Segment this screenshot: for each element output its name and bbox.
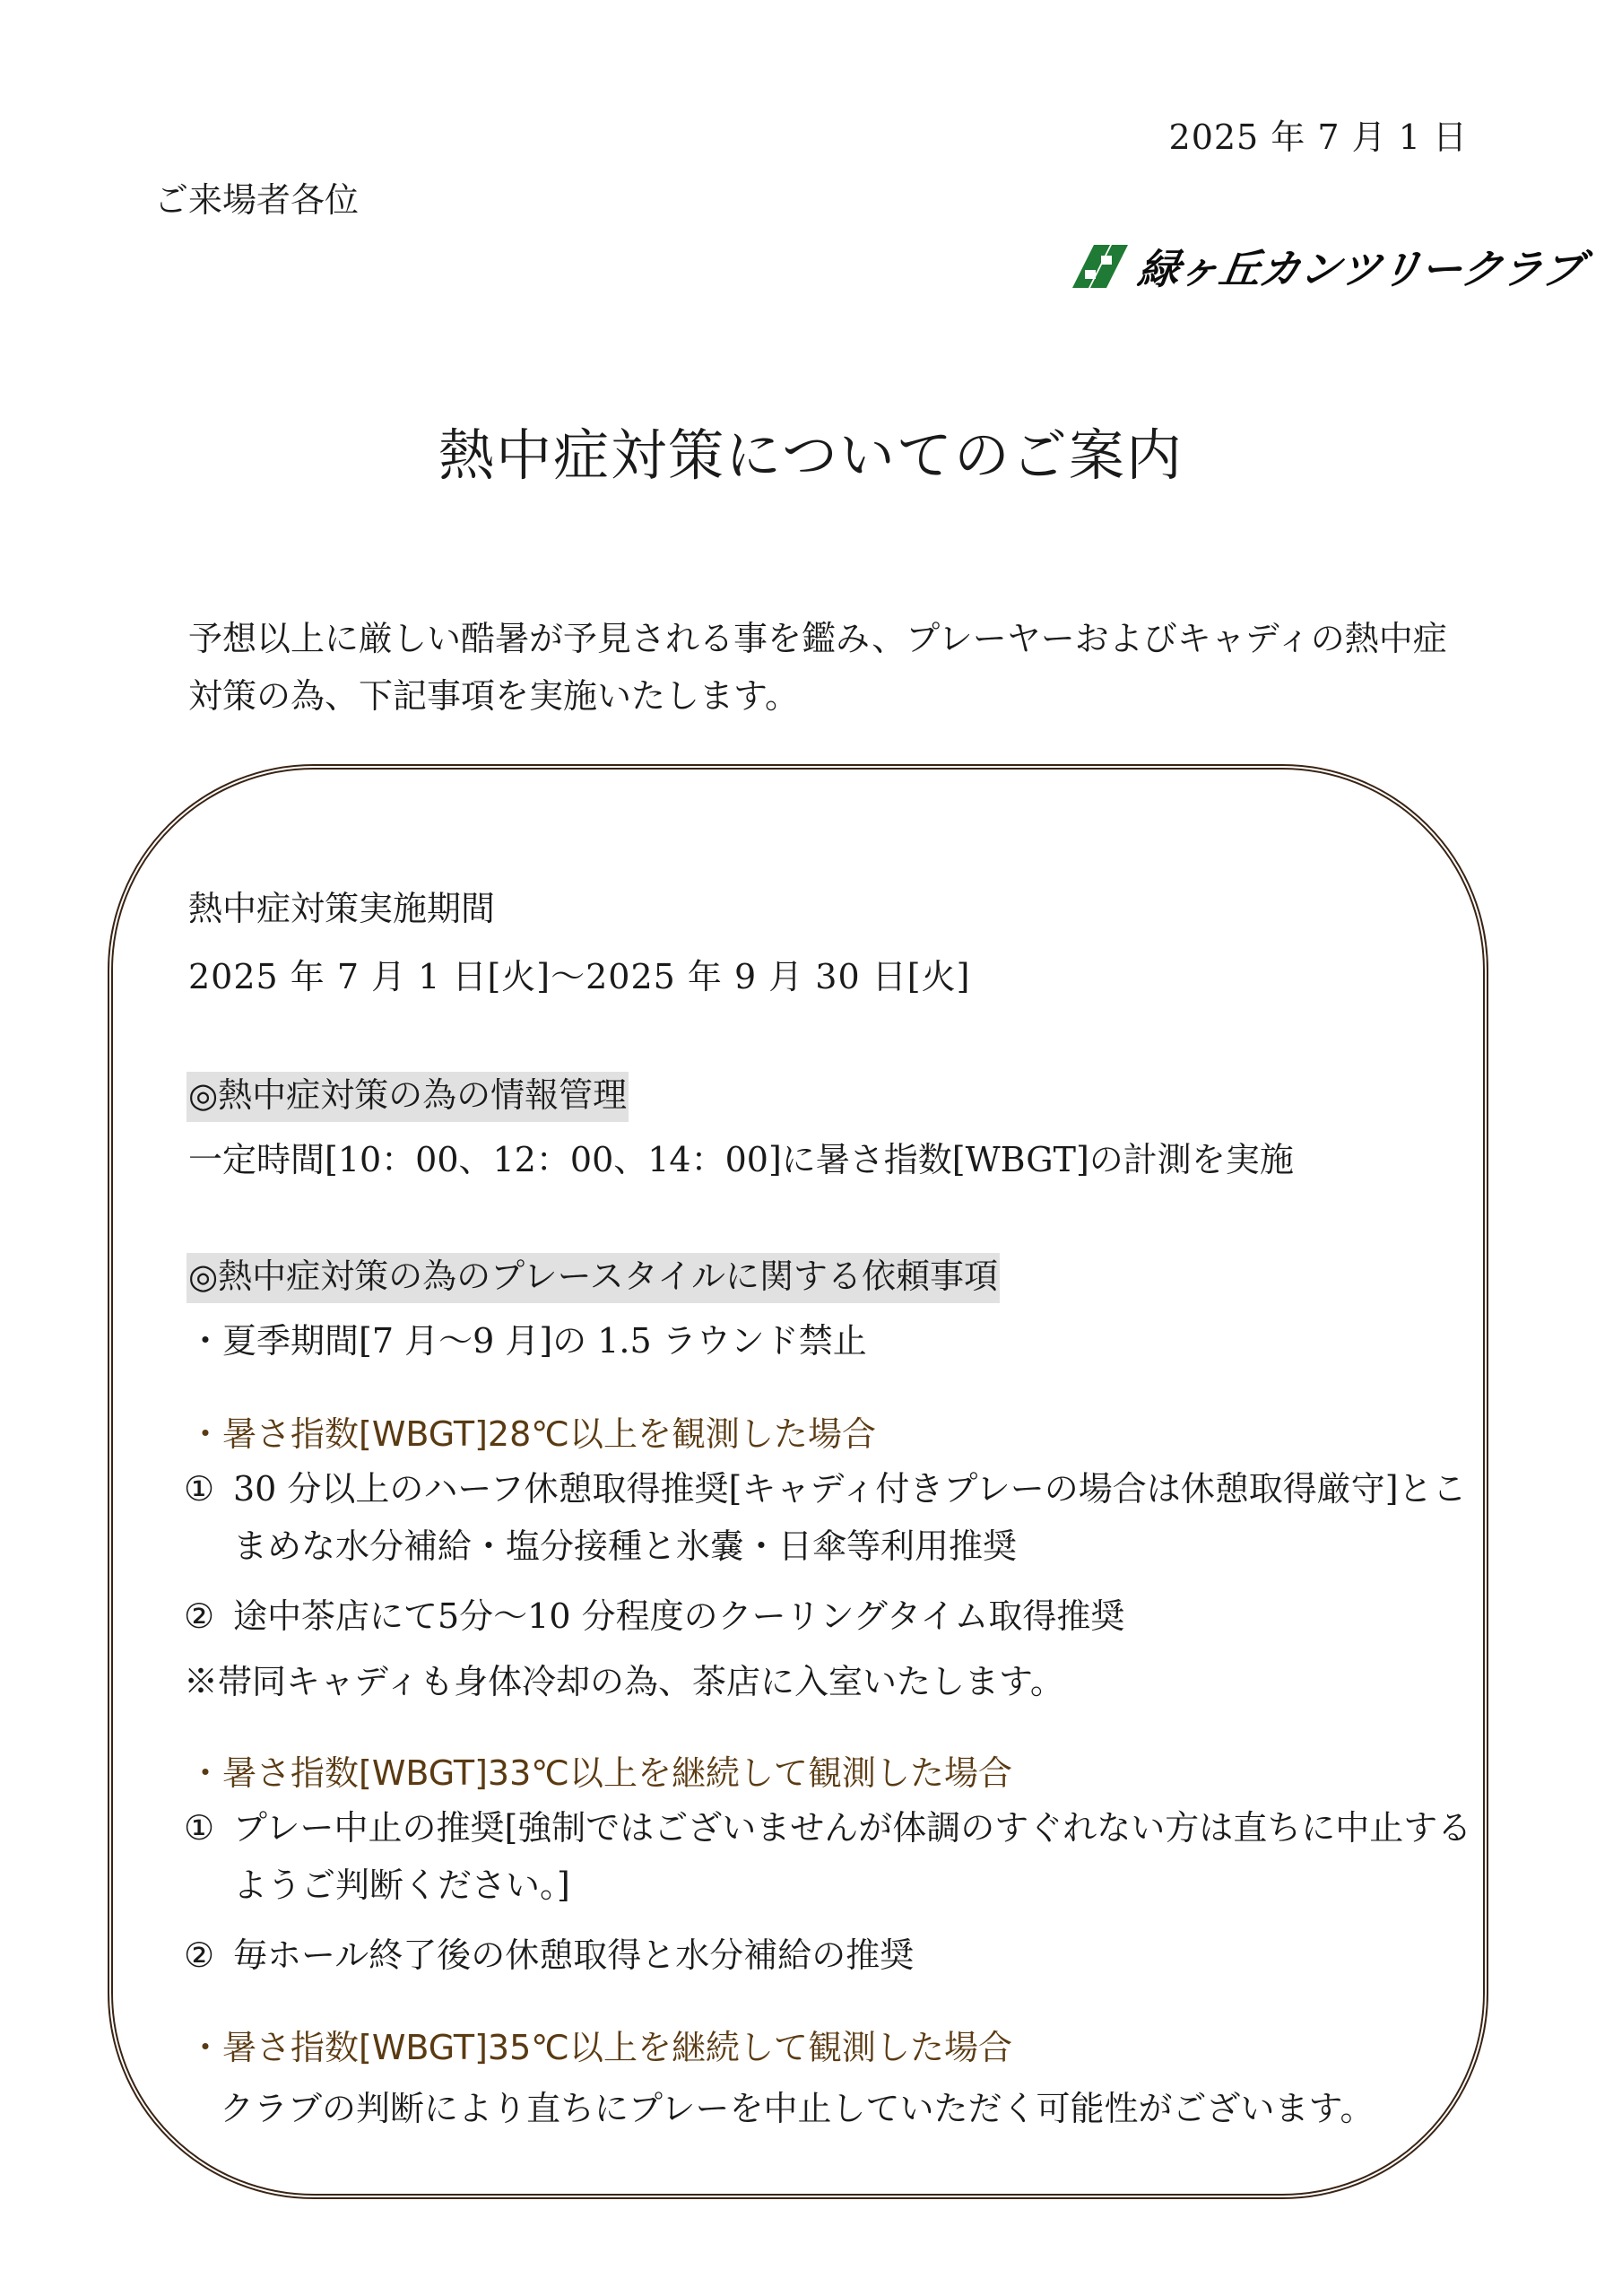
page-title: 熱中症対策についてのご案内 [438,422,1184,488]
period-label: 熱中症対策実施期間 [188,889,496,928]
item-text: 毎ホール終了後の休憩取得と水分補給の推奨 [233,1935,915,1975]
recipient-line: ご来場者各位 [154,180,360,220]
playstyle-section-text: ・夏季期間[7 月～9 月]の 1.5 ラウンド禁止 [188,1321,867,1361]
info-section-heading: ◎熱中症対策の為の情報管理 [186,1072,629,1122]
period-value: 2025 年 7 月 1 日[火]～2025 年 9 月 30 日[火] [188,957,971,996]
club-logo [1067,235,1586,298]
item-number: ② [184,1596,215,1636]
wbgt35-heading: ・暑さ指数[WBGT]35℃以上を継続して観測した場合 [188,2028,1012,2067]
wbgt35-text: クラブの判断により直ちにプレーを中止していただく可能性がございます。 [220,2089,1375,2128]
item-number: ① [184,1469,215,1509]
document-date: 2025 年 7 月 1 日 [1168,117,1468,157]
club-logo-text: 緑ヶ丘カンツリークラブ [1134,245,1586,293]
item-number: ② [184,1935,215,1975]
intro-paragraph: 予想以上に厳しい酷暑が予見される事を鑑み、プレーヤーおよびキャディの熱中症対策の為、下記事項を実施いたします。 [188,619,1447,716]
wbgt28-heading: ・暑さ指数[WBGT]28℃以上を観測した場合 [188,1414,876,1454]
item-number: ① [184,1808,215,1848]
info-section-text: 一定時間[10：00、12：00、14：00]に暑さ指数[WBGT]の計測を実施 [188,1140,1294,1179]
wbgt33-heading: ・暑さ指数[WBGT]33℃以上を継続して観測した場合 [188,1753,1012,1793]
item-text: 30 分以上のハーフ休憩取得推奨[キャディ付きプレーの場合は休憩取得厳守]とこまめな水分補給・塩分接種と氷嚢・日傘等利用推奨 [233,1469,1467,1566]
item-text: プレー中止の推奨[強制ではございませんが体調のすぐれない方は直ちに中止するようご判断ください。] [233,1808,1472,1905]
playstyle-section-heading: ◎熱中症対策の為のプレースタイルに関する依頼事項 [186,1253,1000,1303]
wbgt28-note: ※帯同キャディも身体冷却の為、茶店に入室いたします。 [184,1662,1064,1701]
item-text: 途中茶店にて5分～10 分程度のクーリングタイム取得推奨 [233,1596,1125,1636]
club-logo-icon [1067,243,1130,290]
